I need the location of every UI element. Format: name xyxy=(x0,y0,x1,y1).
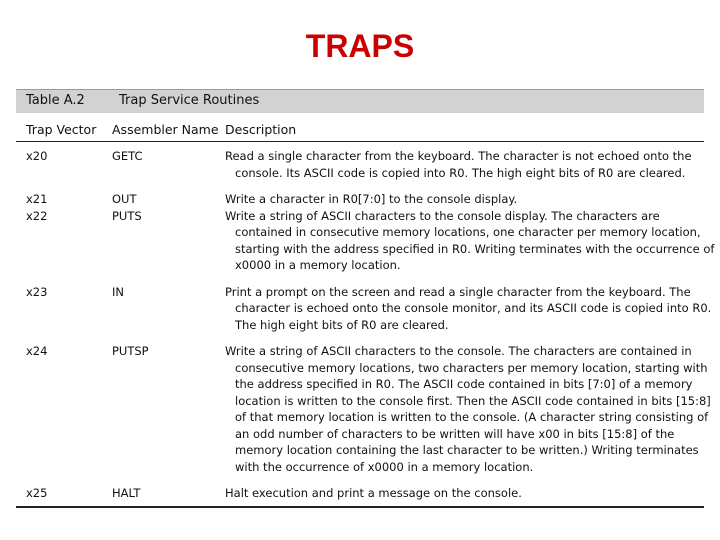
assembler-name: HALT xyxy=(112,486,141,500)
header-assembler-name: Assembler Name xyxy=(112,122,219,137)
trap-vector: x23 xyxy=(26,284,48,299)
slide-title: TRAPS xyxy=(305,28,415,64)
description: Halt execution and print a message on the console. xyxy=(225,486,522,500)
header-trap-vector: Trap Vector xyxy=(26,122,97,137)
assembler-name: IN xyxy=(112,284,124,299)
assembler-name: PUTSP xyxy=(112,344,149,358)
table-row-x24 xyxy=(16,343,711,475)
table-header xyxy=(16,119,704,142)
assembler-name: OUT xyxy=(112,192,137,206)
description: Print a prompt on the screen and read a single character from the keyboard. The character is echoed onto the console monitor, and its ASCII code is copied into R0. The high eight bits of R0 are cleared. xyxy=(225,284,712,332)
description: Write a character in R0[7:0] to the console display. xyxy=(225,192,518,206)
trap-vector: x21 xyxy=(26,192,48,206)
assembler-name: PUTS xyxy=(112,208,142,223)
assembler-name: GETC xyxy=(112,149,143,163)
table-row-x25 xyxy=(16,485,704,502)
table-bottom-rule xyxy=(16,506,704,508)
trap-vector: x24 xyxy=(26,344,48,358)
description: Write a string of ASCII characters to the console display. The characters are contained in consecutive memory locations, one character per memory location, starting with the address specified in R0. Writing terminates with the occurrence of x0000 in a memory location. xyxy=(225,208,715,272)
table-row-x21 xyxy=(16,191,704,208)
table-label: Table A.2 xyxy=(26,93,85,108)
description: Write a string of ASCII characters to the console. The characters are contained in consecutive memory locations, two characters per memory location, starting with the address specified in R0. The ASCII code contained in bits [7:0] of a memory location is written to the console first. Then the ASCII code contained in bits [15:8] of that memory location is written to the console. (A character string consisting of an odd number of characters to be written will have x00 in bits [15:8] of the memory location containing the last character to be written.) Writing terminates with the occurrence of x0000 in a memory location. xyxy=(225,344,711,474)
trap-vector: x22 xyxy=(26,208,48,223)
table-caption xyxy=(16,89,704,113)
trap-vector: x25 xyxy=(26,486,48,500)
header-description: Description xyxy=(225,122,297,137)
trap-vector: x20 xyxy=(26,149,48,163)
description: Read a single character from the keyboard. The character is not echoed onto the console. Its ASCII code is copied into R0. The high eight bits of R0 are cleared. xyxy=(225,149,692,180)
table-row-x20 xyxy=(16,148,704,181)
table-body xyxy=(16,142,715,508)
table-row-x22 xyxy=(16,208,715,274)
table-row-x23 xyxy=(16,284,712,334)
trap-table xyxy=(16,89,715,508)
table-title: Trap Service Routines xyxy=(119,93,260,108)
